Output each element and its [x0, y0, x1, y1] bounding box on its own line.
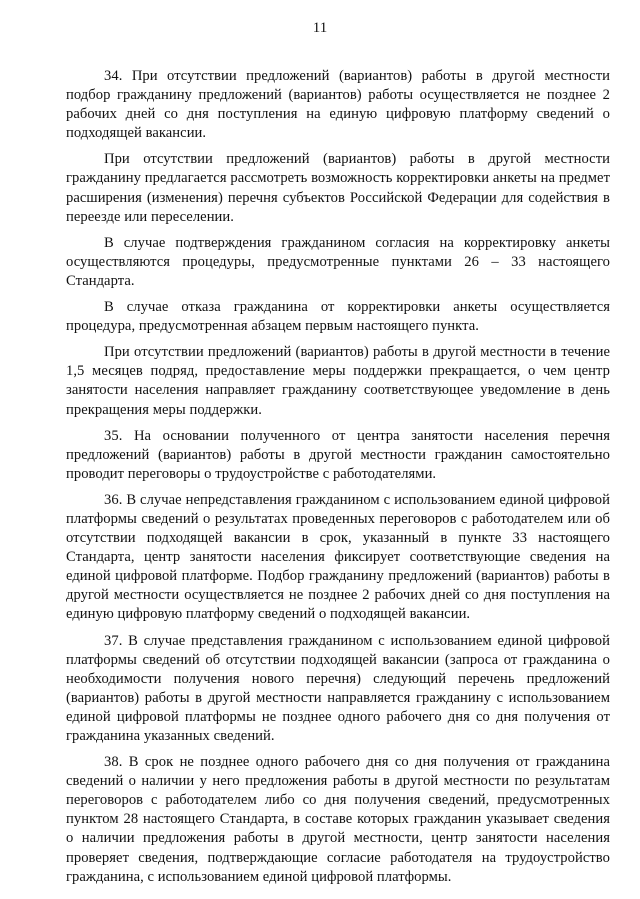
paragraph-36: 36. В случае непредставления гражданином с использованием единой цифровой платформы сведений о результатах проведенных переговоров с работодателем или об отсутствии подходящей вакансии в срок, указанный в пункте 33 настоящего Стандарта, центр занятости населения фиксирует соответствующие сведения на единой цифровой платформе. Подбор гражданину предложений (вариантов) работы в другой местности осуществляется не позднее 2 рабочих дней со дня поступления на единую цифровую платформу сведений о подходящей вакансии.: [66, 491, 610, 623]
paragraph-34-refusal: В случае отказа гражданина от корректировки анкеты осуществляется процедура, предусмотренная абзацем первым настоящего пункта.: [66, 299, 610, 335]
paragraph-34-confirmation: В случае подтверждения гражданином согласия на корректировку анкеты осуществляются процедуры, предусмотренные пунктами 26 – 33 настоящего Стандарта.: [66, 234, 610, 289]
paragraph-35: 35. На основании полученного от центра занятости населения перечня предложений (вариантов) работы в другой местности гражданин самостоятельно проводит переговоры о трудоустройстве с работодателями.: [66, 427, 610, 482]
page-number: 11: [312, 20, 328, 36]
paragraph-34: 34. При отсутствии предложений (вариантов) работы в другой местности подбор гражданину предложений (вариантов) работы осуществляется не позднее 2 рабочих дней со дня поступления на единую цифровую платформу сведений о подходящей вакансии.: [66, 68, 610, 142]
paragraph-34-termination: При отсутствии предложений (вариантов) работы в другой местности в течение 1,5 месяцев подряд, предоставление меры поддержки прекращается, о чем центр занятости населения направляет гражданину соответствующее уведомление в день прекращения меры поддержки.: [66, 344, 610, 418]
document-body: [66, 67, 610, 887]
paragraph-37: 37. В случае представления гражданином с использованием единой цифровой платформы сведений об отсутствии подходящей вакансии (запроса от гражданина о необходимости получения нового перечня) следующий перечень предложений (вариантов) работы в другой местности направляется гражданину с использованием единой цифровой платформы не позднее одного рабочего дня со дня получения от гражданина указанных сведений.: [66, 632, 610, 744]
paragraph-34-alt-offer: При отсутствии предложений (вариантов) работы в другой местности гражданину предлагается рассмотреть возможность корректировки анкеты на предмет расширения (изменения) перечня субъектов Российской Федерации для содействия в переезде или переселении.: [66, 151, 610, 225]
paragraph-38: 38. В срок не позднее одного рабочего дня со дня получения от гражданина сведений о наличии у него предложения работы в другой местности по результатам переговоров с работодателем либо со дня получения сведений, предусмотренных пунктом 28 настоящего Стандарта, в составе которых гражданин указывает сведения о наличии предложения работы в другой местности, центр занятости населения проверяет сведения, подтверждающие согласие работодателя на трудоустройство гражданина, с использованием единой цифровой платформы.: [66, 754, 610, 885]
